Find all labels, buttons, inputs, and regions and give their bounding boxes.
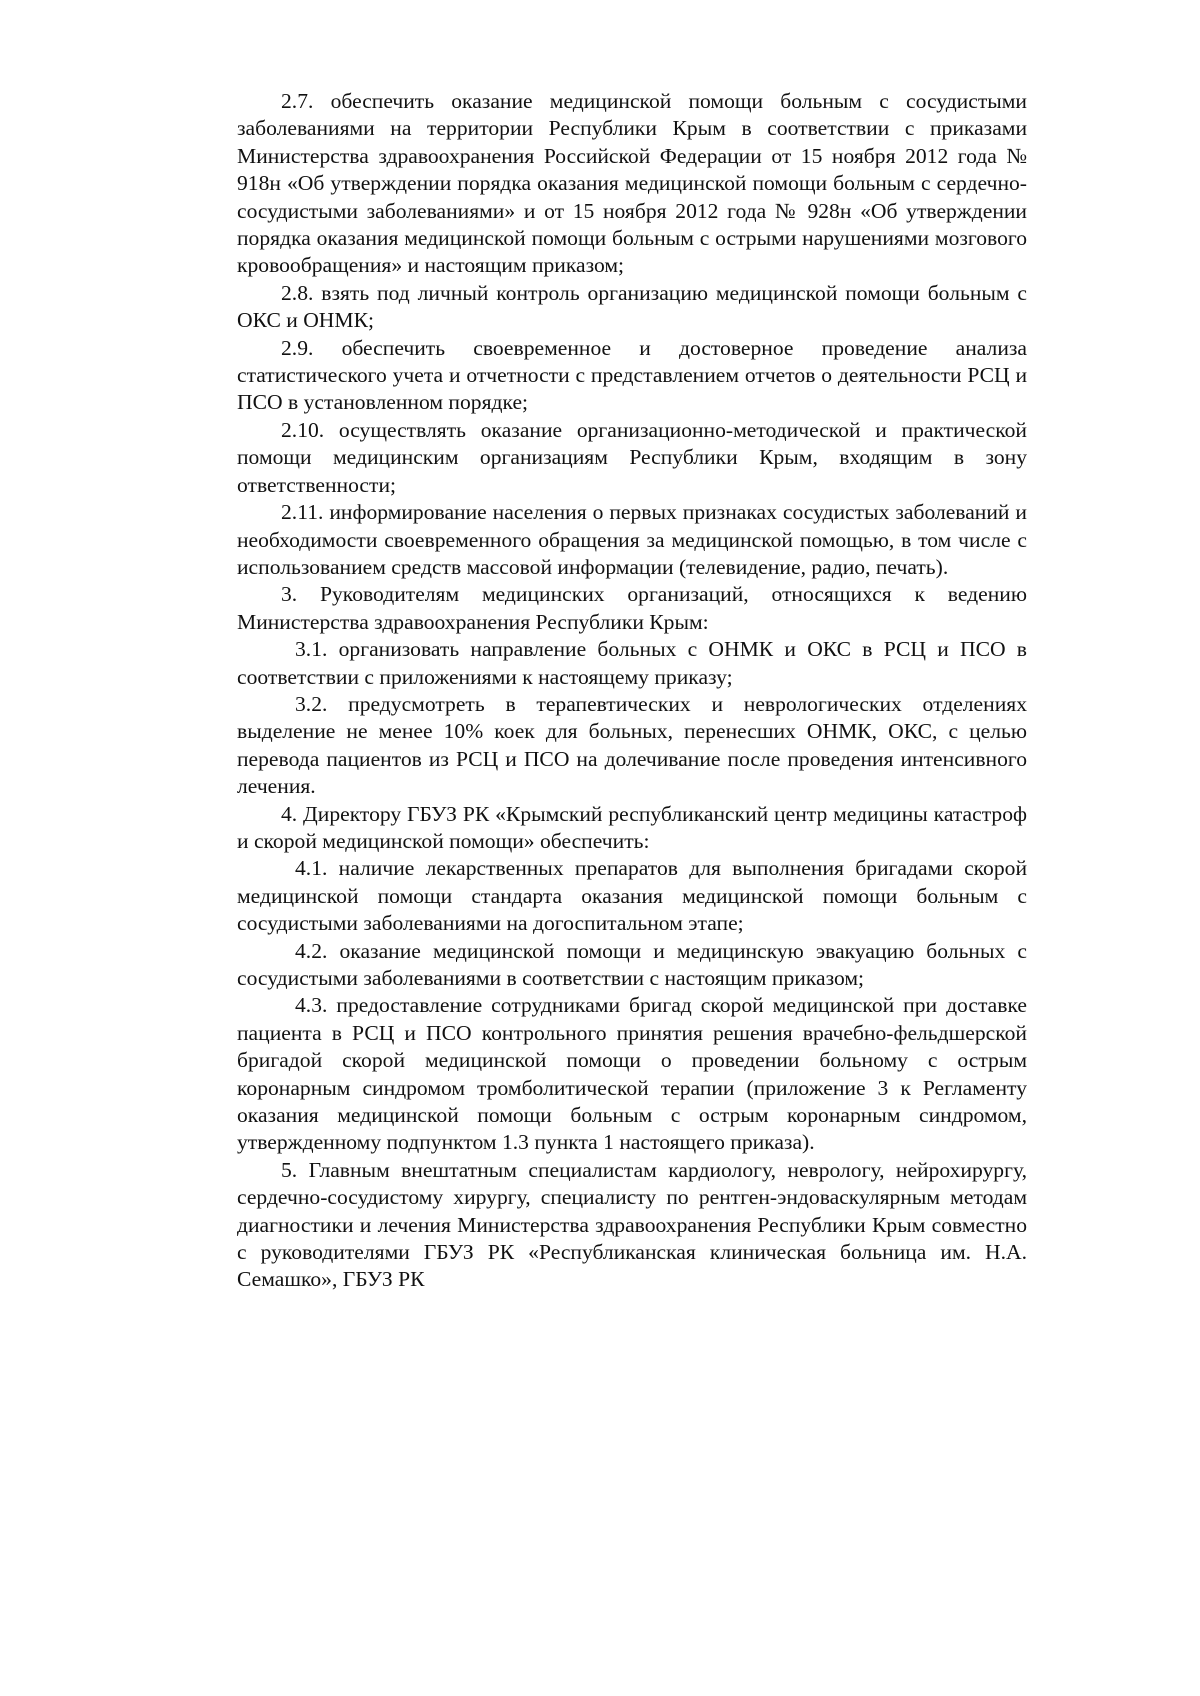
paragraph-4-2: 4.2. оказание медицинской помощи и медицинскую эвакуацию больных с сосудистыми заболеваниями в соответствии с настоящим приказом; — [237, 938, 1027, 990]
paragraph-4-3: 4.3. предоставление сотрудниками бригад скорой медицинской при доставке пациента в РСЦ и ПСО контрольного принятия решения врачебно-фельдшерской бригадой скорой медицинской помощи о проведении больному с острым коронарным синдромом тромболитической терапии (приложение 3 к Регламенту оказания медицинской помощи больным с острым коронарным синдромом, утвержденному подпунктом 1.3 пункта 1 настоящего приказа). — [237, 993, 1027, 1155]
paragraph-3: 3. Руководителям медицинских организаций, относящихся к ведению Министерства здравоохранения Республики Крым: — [237, 582, 1027, 634]
paragraph-2-11: 2.11. информирование населения о первых признаках сосудистых заболеваний и необходимости своевременного обращения за медицинской помощью, в том числе с использованием средств массовой информации (телевидение, радио, печать). — [237, 500, 1027, 579]
paragraph-4-1: 4.1. наличие лекарственных препаратов для выполнения бригадами скорой медицинской помощи стандарта оказания медицинской помощи больным с сосудистыми заболеваниями на догоспитальном этапе; — [237, 856, 1027, 936]
document-page — [237, 88, 1027, 1294]
paragraph-4: 4. Директору ГБУЗ РК «Крымский республиканский центр медицины катастроф и скорой медицинской помощи» обеспечить: — [237, 801, 1027, 853]
paragraph-3-2: 3.2. предусмотреть в терапевтических и неврологических отделениях выделение не менее 10% коек для больных, перенесших ОНМК, ОКС, с целью перевода пациентов из РСЦ и ПСО на долечивание после проведения интенсивного лечения. — [237, 691, 1027, 799]
paragraph-2-10: 2.10. осуществлять оказание организационно-методической и практической помощи медицинским организациям Республики Крым, входящим в зону ответственности; — [237, 417, 1027, 497]
paragraph-3-1: 3.1. организовать направление больных с ОНМК и ОКС в РСЦ и ПСО в соответствии с приложениями к настоящему приказу; — [237, 637, 1027, 689]
paragraph-5: 5. Главным внештатным специалистам кардиологу, неврологу, нейрохирургу, сердечно-сосудистому хирургу, специалисту по рентген-эндоваскулярным методам диагностики и лечения Министерства здравоохранения Республики Крым совместно с руководителями ГБУЗ РК «Республиканская клиническая больница им. Н.А. Семашко», ГБУЗ РК — [237, 1157, 1027, 1292]
paragraph-2-7: 2.7. обеспечить оказание медицинской помощи больным с сосудистыми заболеваниями на территории Республики Крым в соответствии с приказами Министерства здравоохранения Российской Федерации от 15 ноября 2012 года № 918н «Об утверждении порядка оказания медицинской помощи больным с сердечно-сосудистыми заболеваниями» и от 15 ноября 2012 года № 928н «Об утверждении порядка оказания медицинской помощи больным с острыми нарушениями мозгового кровообращения» и настоящим приказом; — [237, 89, 1027, 278]
paragraph-2-9: 2.9. обеспечить своевременное и достоверное проведение анализа статистического учета и отчетности с представлением отчетов о деятельности РСЦ и ПСО в установленном порядке; — [237, 335, 1027, 415]
paragraph-2-8: 2.8. взять под личный контроль организацию медицинской помощи больным с ОКС и ОНМК; — [237, 280, 1027, 333]
